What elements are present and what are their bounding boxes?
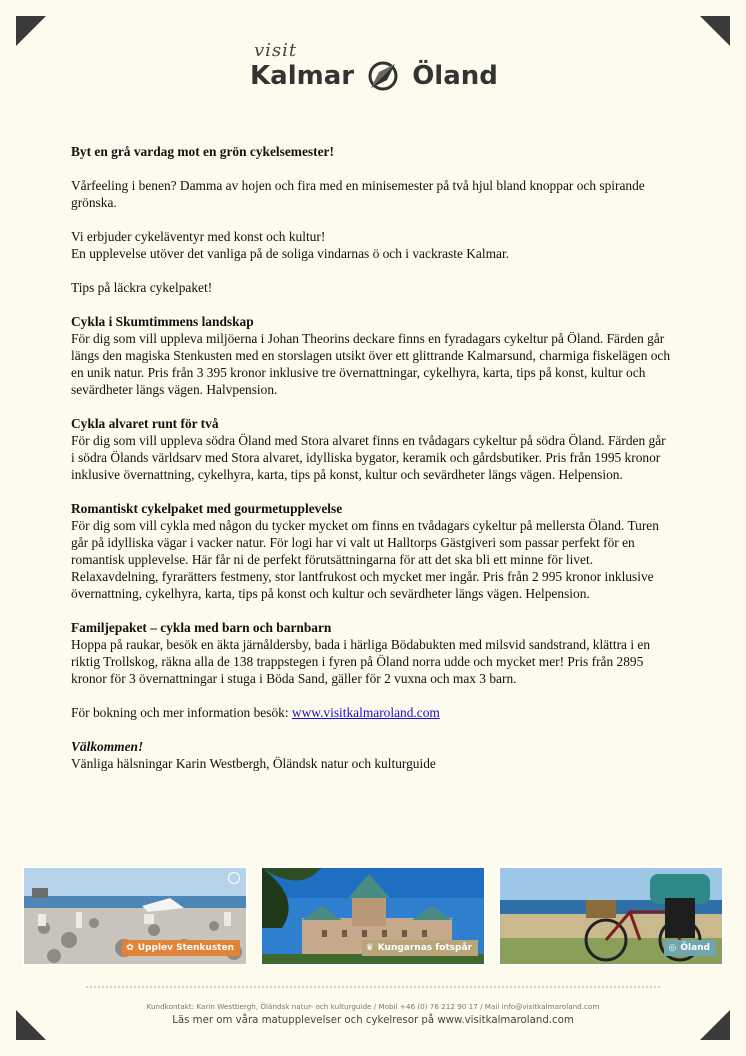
package-section [71, 619, 671, 687]
logo-kalmar-text: Kalmar [250, 61, 355, 91]
package-section [71, 415, 671, 483]
signature-text: Vänliga hälsningar Karin Westbergh, Öländsk natur och kulturguide [71, 756, 436, 771]
offer-line-1: Vi erbjuder cykeläventyr med konst och kultur! [71, 229, 326, 244]
intro-paragraph: Vårfeeling i benen? Damma av hojen och fira med en minisemester på två hjul bland knoppar och spirande grönska. [71, 178, 645, 210]
photo-caption: Kungarnas fotspår [377, 943, 472, 953]
photo-caption: Öland [680, 943, 710, 953]
photo-caption-badge [362, 940, 478, 956]
offer-paragraph [71, 228, 671, 262]
corner-decoration-top-left [16, 16, 46, 46]
photo-caption: Upplev Stenkusten [137, 943, 234, 953]
tips-line: Tips på läckra cykelpaket! [71, 280, 213, 295]
article-body [71, 143, 671, 772]
photo-caption-badge [664, 940, 716, 956]
logo-name [250, 58, 498, 94]
photo-oland-bicycle [498, 866, 724, 966]
package-section [71, 500, 671, 602]
website-link[interactable]: www.visitkalmaroland.com [291, 705, 440, 720]
package-heading: Familjepaket – cykla med barn och barnbarn [71, 620, 332, 635]
logo-badge-icon [228, 872, 240, 884]
visit-kalmar-oland-logo [250, 40, 500, 100]
offer-line-2: En upplevelse utöver det vanliga på de soliga vindarnas ö och i vackraste Kalmar. [71, 246, 510, 261]
crown-icon: ♛ [365, 943, 374, 953]
photo-kalmar-castle [260, 866, 486, 966]
bicycle-icon: ◎ [668, 943, 677, 953]
package-section [71, 313, 671, 398]
vista-icon: ✿ [126, 943, 134, 953]
footer-contact: Kundkontakt: Karin Westbergh, Öländsk natur- och kulturguide / Mobil +46 (0) 76 212 90 17 / Mail info@visitkalmaroland.com [146, 1002, 600, 1011]
booking-text: För bokning och mer information besök: [71, 705, 292, 720]
photo-stenkusten [22, 866, 248, 966]
dotted-divider [86, 986, 660, 988]
photo-strip [22, 866, 722, 966]
photo-caption-badge [122, 940, 240, 956]
package-heading: Cykla i Skumtimmens landskap [71, 314, 254, 329]
package-heading: Romantiskt cykelpaket med gourmetupplevelse [71, 501, 343, 516]
package-description: För dig som vill cykla med någon du tycker mycket om finns en tvådagars cykeltur på mellersta Öland. Turen går på idylliska vägar i vacker natur. För logi har vi valt ut Halltorps Gästgiveri som passar perfekt för en romantisk upplevelse. Här får ni de perfekt förutsättningarna för att det ska bli ett minne för livet. Relaxavdelning, fyrarätters festmeny, stor lantfrukost och mycket mer ingår. Pris från 2 995 kronor inklusive övernattning, cykelhyra, karta, tips på konst och kultur och sevärdheter längs vägen. Helpension. [71, 518, 659, 601]
package-description: Hoppa på raukar, besök en äkta järnåldersby, bada i härliga Bödabukten med milsvid sandstrand, klättra i en riktig Trollskog, räkna alla de 138 trappstegen i fyren på Öland norra udde och mycket mer! Pris från 2895 kronor för 3 övernattningar i stuga i Böda Sand, gäller för 2 vuxna och max 3 barn. [71, 637, 651, 686]
package-description: För dig som vill uppleva miljöerna i Johan Theorins deckare finns en fyradagars cykeltur på Öland. Färden går längs den magiska Stenkusten med en storslagen utsikt över ett glittrande Kalmarsund, charmiga fiskelägen och en unik natur. Pris från 3 395 kronor inklusive tre övernattningar, cykelhyra, karta, tips på konst, kultur och sevärdheter längs vägen. Halvpension. [71, 331, 671, 397]
logo-oland-text: Öland [412, 61, 498, 91]
compass-icon [365, 58, 401, 94]
package-description: För dig som vill uppleva södra Öland med Stora alvaret finns en tvådagars cykeltur på södra Öland. Färden går i södra Ölands världsarv med Stora alvaret, idylliska bygator, keramik och gårdsbutiker. Pris från 1995 kronor inklusive övernattning, cykelhyra, karta, tips på konst, kultur och sevärdheter längs vägen. Helpension. [71, 433, 666, 482]
package-heading: Cykla alvaret runt för två [71, 416, 219, 431]
corner-decoration-top-right [700, 16, 730, 46]
booking-paragraph [71, 704, 671, 721]
footer-more-info: Läs mer om våra matupplevelser och cykelresor på www.visitkalmaroland.com [172, 1015, 574, 1026]
welcome-text: Välkommen! [71, 739, 144, 754]
logo-visit-text: visit [254, 40, 298, 61]
article-title: Byt en grå vardag mot en grön cykelsemester! [71, 144, 334, 159]
